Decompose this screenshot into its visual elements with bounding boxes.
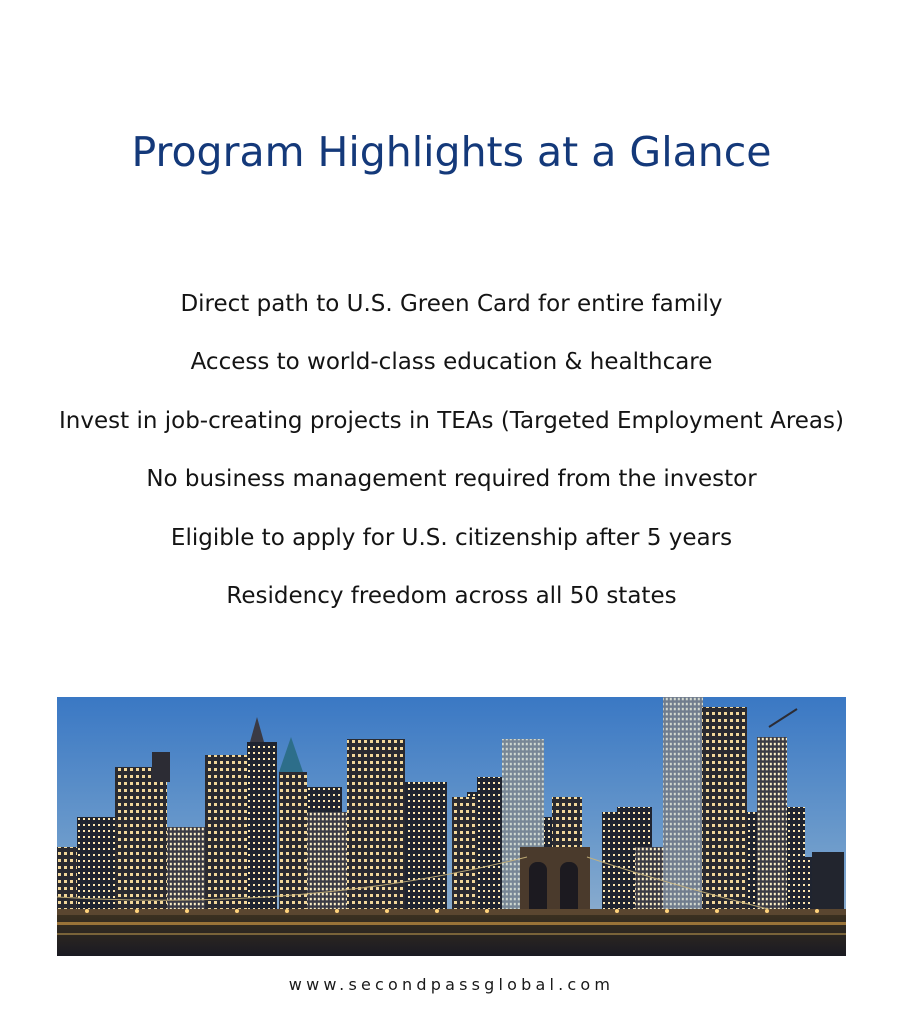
highlight-item: Eligible to apply for U.S. citizenship after 5 years xyxy=(170,524,733,551)
highlight-item: Invest in job-creating projects in TEAs (Targeted Employment Areas) xyxy=(59,407,844,434)
highlight-item: Direct path to U.S. Green Card for entire family xyxy=(180,291,723,317)
city-skyline-image xyxy=(57,697,846,956)
highlight-item: Residency freedom across all 50 states xyxy=(226,582,677,609)
page-title: Program Highlights at a Glance xyxy=(131,128,772,176)
highlights-list xyxy=(0,287,903,637)
website-url: www.secondpassglobal.com xyxy=(288,975,615,994)
highlight-item: Access to world-class education & healthcare xyxy=(190,349,713,376)
highlight-item: No business management required from the investor xyxy=(146,466,757,493)
